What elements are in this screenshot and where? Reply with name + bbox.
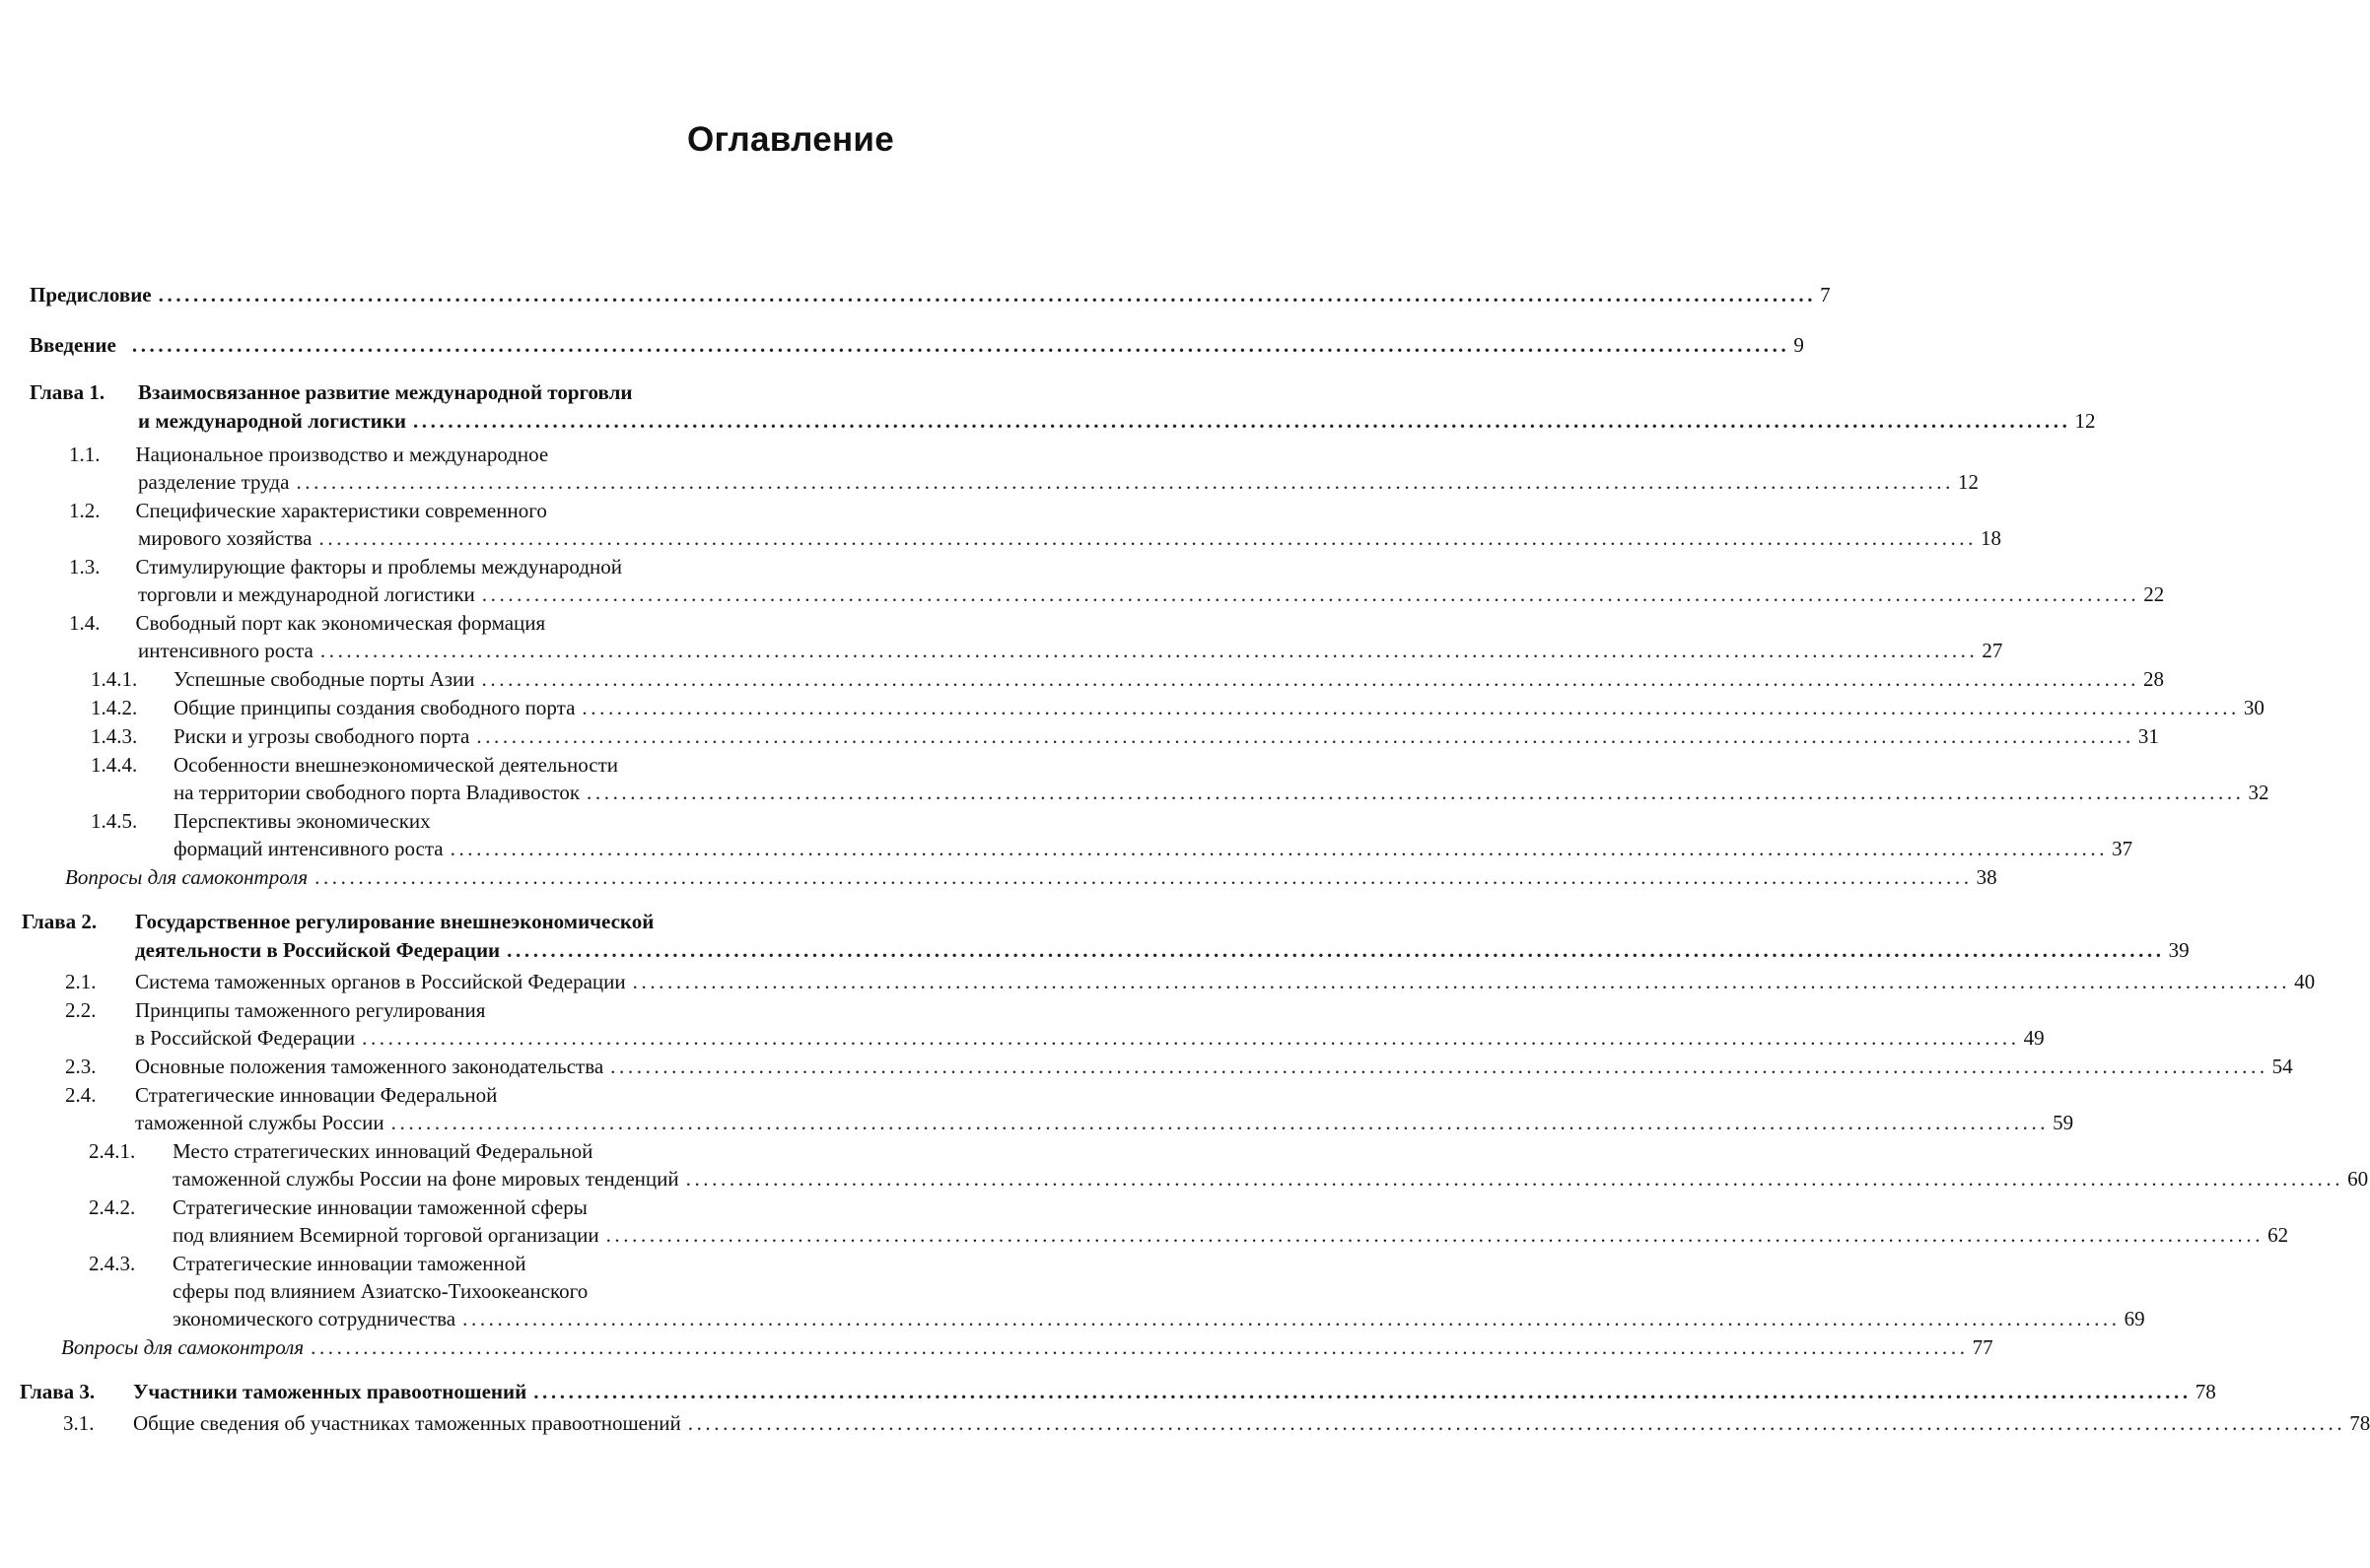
section-number: 1.2.: [69, 499, 101, 522]
page-number: 12: [2074, 409, 2096, 433]
section-1-1-line1[interactable]: [69, 441, 548, 468]
leader-dots: ..............................................................................................................................................................................................: [481, 667, 2140, 691]
subsection-1-4-3[interactable]: [91, 722, 2159, 750]
subsection-number: 1.4.5.: [91, 809, 138, 833]
questions-label: Вопросы для самоконтроля: [65, 865, 309, 889]
page-number: 27: [1982, 639, 2003, 662]
subsection-1-4-5-line2[interactable]: [174, 835, 2133, 862]
questions-label: Вопросы для самоконтроля: [61, 1335, 305, 1359]
section-2-1[interactable]: [65, 968, 2316, 995]
subsection-title: экономического сотрудничества: [173, 1307, 456, 1330]
leader-dots: ..............................................................................................................................................................................................: [412, 409, 2071, 433]
section-1-3-line1[interactable]: [69, 553, 622, 580]
leader-dots: ..............................................................................................................................................................................................: [158, 283, 1817, 307]
chapter-1-heading-line1[interactable]: [30, 378, 632, 406]
section-2-2-line1[interactable]: [65, 996, 485, 1024]
page-number: 78: [2195, 1380, 2216, 1403]
subsection-2-4-3-line3[interactable]: [173, 1305, 2145, 1332]
page-number: 40: [2294, 970, 2316, 993]
section-2-4-line1[interactable]: [65, 1081, 497, 1109]
leader-dots: ..............................................................................................................................................................................................: [582, 696, 2240, 719]
entry-title: Предисловие: [30, 283, 152, 307]
section-number: 2.1.: [65, 970, 97, 993]
leader-dots: ..............................................................................................................................................................................................: [476, 724, 2134, 748]
section-title: интенсивного роста: [138, 639, 314, 662]
page-number: 39: [2168, 938, 2190, 962]
leader-dots: ..............................................................................................................................................................................................: [481, 582, 2140, 606]
page-number: 31: [2137, 724, 2159, 748]
subsection-title: Особенности внешнеэкономической деятельности: [174, 753, 618, 777]
page-number: 59: [2053, 1111, 2074, 1134]
subsection-2-4-1-line2[interactable]: [173, 1165, 2369, 1193]
page-number: 30: [2243, 696, 2265, 719]
page-number: 77: [1972, 1335, 1993, 1359]
leader-dots: ..............................................................................................................................................................................................: [390, 1111, 2050, 1134]
chapter-title: деятельности в Российской Федерации: [135, 938, 501, 962]
chapter-2-heading-line2[interactable]: [135, 936, 2190, 964]
section-number: 1.4.: [69, 611, 101, 635]
section-number: 2.2.: [65, 998, 97, 1022]
leader-dots: ..............................................................................................................................................................................................: [685, 1167, 2344, 1191]
section-3-1[interactable]: [63, 1409, 2370, 1437]
leader-dots: ..............................................................................................................................................................................................: [318, 526, 1977, 550]
chapter-3-heading[interactable]: [20, 1378, 2216, 1405]
section-number: 3.1.: [63, 1411, 95, 1435]
subsection-2-4-3-line1[interactable]: [89, 1250, 525, 1277]
section-title: Основные положения таможенного законодательства: [135, 1055, 604, 1078]
section-number: 2.3.: [65, 1055, 97, 1078]
section-1-4-line1[interactable]: [69, 609, 545, 637]
page-number: 28: [2143, 667, 2165, 691]
section-1-2-line2[interactable]: [138, 524, 2001, 552]
chapter-number: Глава 1.: [30, 380, 105, 404]
leader-dots: ..............................................................................................................................................................................................: [687, 1411, 2346, 1435]
section-number: 1.1.: [69, 443, 101, 466]
subsection-title: Стратегические инновации таможенной: [173, 1252, 526, 1275]
subsection-number: 2.4.2.: [89, 1195, 136, 1219]
page-number: 32: [2248, 781, 2269, 804]
chapter-title: Взаимосвязанное развитие международной торговли: [138, 380, 633, 404]
subsection-2-4-1-line1[interactable]: [89, 1137, 592, 1165]
section-1-1-line2[interactable]: [138, 468, 1979, 496]
page-number: 12: [1957, 470, 1979, 494]
subsection-1-4-4-line1[interactable]: [91, 751, 618, 779]
subsection-title: Общие принципы создания свободного порта: [174, 696, 576, 719]
section-title: Свободный порт как экономическая формация: [135, 611, 546, 635]
subsection-title: Перспективы экономических: [174, 809, 431, 833]
section-1-4-line2[interactable]: [138, 637, 2003, 664]
page-number: 9: [1793, 333, 1804, 357]
leader-dots: ..............................................................................................................................................................................................: [610, 1055, 2268, 1078]
toc-entry-intro[interactable]: [30, 331, 1804, 359]
page-number: 38: [1976, 865, 1997, 889]
section-title: Стратегические инновации Федеральной: [135, 1083, 498, 1107]
page-title: Оглавление: [686, 120, 894, 159]
subsection-title: Риски и угрозы свободного порта: [174, 724, 470, 748]
page-number: 7: [1820, 283, 1831, 307]
section-title: Система таможенных органов в Российской Федерации: [135, 970, 626, 993]
subsection-1-4-4-line2[interactable]: [174, 779, 2269, 806]
subsection-title: под влиянием Всемирной торговой организации: [173, 1223, 599, 1247]
subsection-number: 1.4.2.: [91, 696, 138, 719]
subsection-number: 1.4.4.: [91, 753, 138, 777]
section-number: 2.4.: [65, 1083, 97, 1107]
page-number: 18: [1981, 526, 2001, 550]
subsection-title: сферы под влиянием Азиатско-Тихоокеанского: [173, 1279, 589, 1303]
leader-dots: ..............................................................................................................................................................................................: [462, 1307, 2121, 1330]
chapter-title: Участники таможенных правоотношений: [133, 1380, 527, 1403]
subsection-title: Успешные свободные порты Азии: [174, 667, 475, 691]
subsection-1-4-5-line1[interactable]: [91, 807, 431, 835]
section-number: 1.3.: [69, 555, 101, 579]
subsection-number: 2.4.1.: [89, 1139, 136, 1163]
section-title: разделение труда: [138, 470, 290, 494]
section-2-3[interactable]: [65, 1053, 2293, 1080]
subsection-number: 1.4.3.: [91, 724, 138, 748]
page-number: 54: [2271, 1055, 2293, 1078]
subsection-1-4-2[interactable]: [91, 694, 2265, 721]
section-title: Принципы таможенного регулирования: [135, 998, 486, 1022]
chapter-number: Глава 2.: [22, 910, 98, 933]
toc-entry-preface[interactable]: [30, 281, 1831, 308]
subsection-title: на территории свободного порта Владивосток: [174, 781, 581, 804]
page-number: 62: [2267, 1223, 2289, 1247]
leader-dots: ..............................................................................................................................................................................................: [605, 1223, 2265, 1247]
self-check-questions-ch2[interactable]: [61, 1333, 1993, 1361]
subsection-2-4-2-line1[interactable]: [89, 1193, 588, 1221]
leader-dots: ..............................................................................................................................................................................................: [311, 1335, 1969, 1359]
subsection-number: 2.4.3.: [89, 1252, 136, 1275]
leader-dots: ..............................................................................................................................................................................................: [450, 837, 2109, 860]
chapter-title: Государственное регулирование внешнеэкономической: [135, 910, 655, 933]
leader-dots: ..............................................................................................................................................................................................: [587, 781, 2245, 804]
page-number: 78: [2349, 1411, 2370, 1435]
section-title: торговли и международной логистики: [138, 582, 475, 606]
subsection-title: Стратегические инновации таможенной сферы: [173, 1195, 588, 1219]
entry-title: Введение: [30, 333, 116, 357]
section-1-2-line1[interactable]: [69, 497, 547, 524]
section-2-4-line2[interactable]: [135, 1109, 2074, 1136]
section-title: Специфические характеристики современного: [135, 499, 547, 522]
section-title: Стимулирующие факторы и проблемы международной: [135, 555, 622, 579]
subsection-title: Место стратегических инноваций Федеральной: [173, 1139, 593, 1163]
section-title: таможенной службы России: [135, 1111, 384, 1134]
section-2-2-line2[interactable]: [135, 1024, 2045, 1052]
section-title: Национальное производство и международное: [135, 443, 549, 466]
subsection-1-4-1[interactable]: [91, 665, 2165, 693]
section-title: Общие сведения об участниках таможенных правоотношений: [133, 1411, 681, 1435]
leader-dots: ..............................................................................................................................................................................................: [296, 470, 1954, 494]
subsection-2-4-2-line2[interactable]: [173, 1221, 2289, 1249]
subsection-2-4-3-line2[interactable]: [173, 1277, 588, 1305]
chapter-number: Глава 3.: [20, 1380, 96, 1403]
leader-dots: ..............................................................................................................................................................................................: [319, 639, 1979, 662]
leader-dots: ..............................................................................................................................................................................................: [507, 938, 2165, 962]
subsection-title: формаций интенсивного роста: [174, 837, 444, 860]
leader-dots: ..............................................................................................................................................................................................: [131, 333, 1790, 357]
section-title: в Российской Федерации: [135, 1026, 356, 1050]
leader-dots: ..............................................................................................................................................................................................: [533, 1380, 2192, 1403]
page-number: 49: [2023, 1026, 2045, 1050]
page-number: 22: [2143, 582, 2165, 606]
self-check-questions-ch1[interactable]: [65, 863, 1997, 891]
page-number: 60: [2347, 1167, 2369, 1191]
subsection-title: таможенной службы России на фоне мировых тенденций: [173, 1167, 679, 1191]
chapter-1-heading-line2[interactable]: [138, 407, 2096, 435]
page-number: 69: [2124, 1307, 2145, 1330]
section-title: мирового хозяйства: [138, 526, 313, 550]
chapter-2-heading-line1[interactable]: [22, 908, 654, 935]
leader-dots: ..............................................................................................................................................................................................: [314, 865, 1973, 889]
leader-dots: ..............................................................................................................................................................................................: [632, 970, 2291, 993]
page-number: 37: [2112, 837, 2133, 860]
leader-dots: ..............................................................................................................................................................................................: [362, 1026, 2020, 1050]
section-1-3-line2[interactable]: [138, 580, 2165, 608]
chapter-title: и международной логистики: [138, 409, 406, 433]
subsection-number: 1.4.1.: [91, 667, 138, 691]
